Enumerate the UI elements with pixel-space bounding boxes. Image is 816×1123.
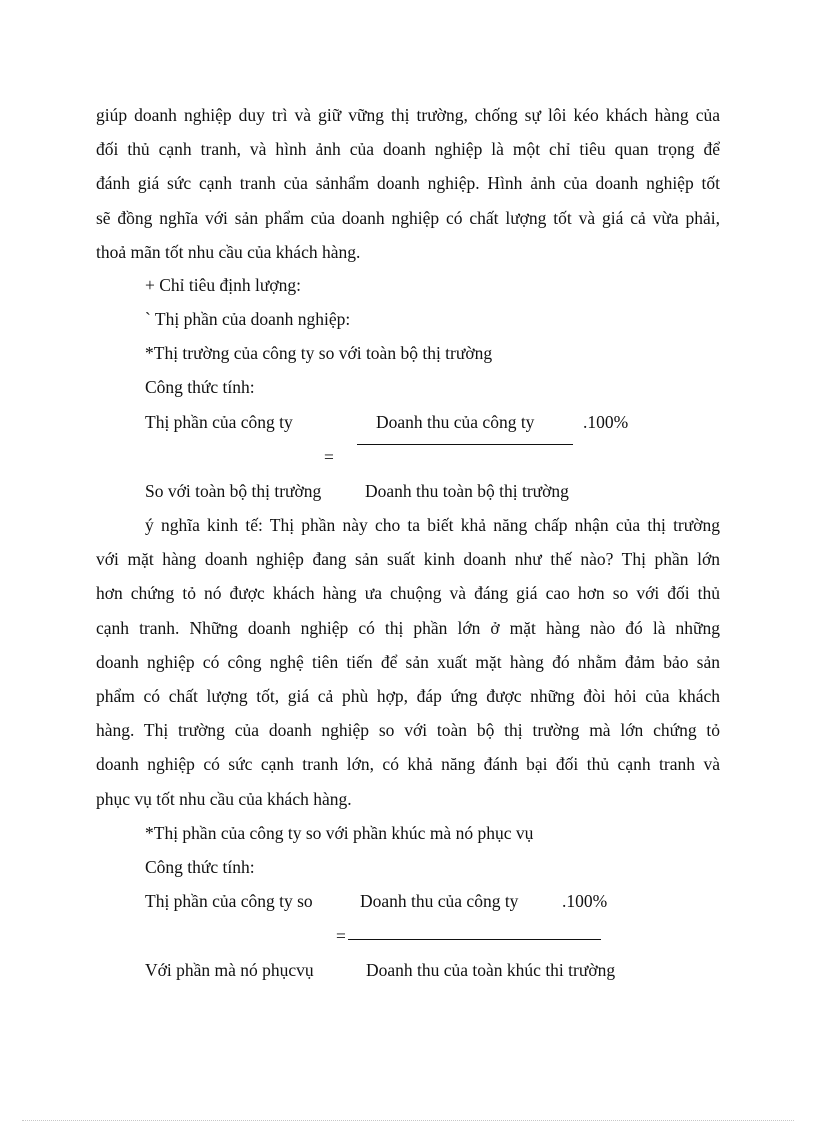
formula1-lhs-bottom: So với toàn bộ thị trường <box>145 481 322 501</box>
formula2-fraction-bar <box>348 939 601 940</box>
formula1-fraction-bar <box>357 444 573 445</box>
paragraph-line: hàng. Thị trường của doanh nghiệp so với toàn bộ thị trường mà lớn chứng tỏ <box>96 720 720 741</box>
formula2-percent: .100% <box>562 891 608 911</box>
paragraph-line: đánh giá sức cạnh tranh của sảnhẩm doanh nghiệp. Hình ảnh của doanh nghiệp tốt <box>96 173 720 194</box>
quantitative-heading: + Chỉ tiêu định lượng: <box>145 275 301 295</box>
formula2-denominator: Doanh thu của toàn khúc thi trường <box>366 960 616 980</box>
formula1-title: *Thị trường của công ty so với toàn bộ thị trường <box>145 343 493 363</box>
paragraph-line: hơn chứng tỏ nó được khách hàng ưa chuộng và đáng giá cao hơn so với đối thủ <box>96 583 720 604</box>
market-share-heading: ` Thị phần của doanh nghiệp: <box>145 309 351 329</box>
page-bottom-border <box>22 1120 794 1121</box>
formula2-label: Công thức tính: <box>145 857 255 877</box>
formula2-numerator: Doanh thu của công ty <box>360 891 519 911</box>
paragraph-line: giúp doanh nghiệp duy trì và giữ vững thị trường, chống sự lôi kéo khách hàng của <box>96 105 720 125</box>
paragraph-line: đối thủ cạnh tranh, và hình ảnh của doanh nghiệp là một chỉ tiêu quan trọng để <box>96 139 720 160</box>
paragraph-line: doanh nghiệp có công nghệ tiên tiến để sản xuất mặt hàng đó nhằm đảm bảo sản <box>96 651 720 672</box>
formula1-lhs-top: Thị phần của công ty <box>145 412 293 432</box>
paragraph-competitiveness <box>96 98 720 269</box>
formula1-denominator: Doanh thu toàn bộ thị trường <box>365 481 569 501</box>
paragraph-line: ý nghĩa kinh tế: Thị phần này cho ta biết khả năng chấp nhận của thị trường <box>145 515 720 535</box>
paragraph-line: với mặt hàng doanh nghiệp đang sản suất kinh doanh như thế nào? Thị phần lớn <box>96 549 720 570</box>
formula1-percent: .100% <box>583 412 629 432</box>
formula1-equals: = <box>324 447 334 467</box>
paragraph-line: thoả mãn tốt nhu cầu của khách hàng. <box>96 241 361 262</box>
formula2-lhs-top: Thị phần của công ty so <box>145 891 313 911</box>
paragraph-line: phẩm có chất lượng tốt, giá cả phù hợp, đáp ứng được những đòi hỏi của khách <box>96 686 720 707</box>
formula1-numerator: Doanh thu của công ty <box>376 412 535 432</box>
paragraph-line: sẽ đồng nghĩa với sản phẩm của doanh nghiệp có chất lượng tốt và giá cả vừa phải, <box>96 207 720 228</box>
formula2-equals: = <box>336 926 346 946</box>
formula2-title: *Thị phần của công ty so với phần khúc mà nó phục vụ <box>145 823 534 843</box>
formula1-label: Công thức tính: <box>145 377 255 397</box>
paragraph-line: doanh nghiệp có sức cạnh tranh lớn, có khả năng đánh bại đối thủ cạnh tranh và <box>96 754 720 775</box>
formula2-lhs-bottom: Với phần mà nó phụcvụ <box>145 960 314 980</box>
paragraph-economic-meaning <box>96 508 720 816</box>
paragraph-line: cạnh tranh. Những doanh nghiệp có thị phần lớn ở mặt hàng nào đó là những <box>96 617 720 638</box>
paragraph-line: phục vụ tốt nhu cầu của khách hàng. <box>96 788 352 809</box>
